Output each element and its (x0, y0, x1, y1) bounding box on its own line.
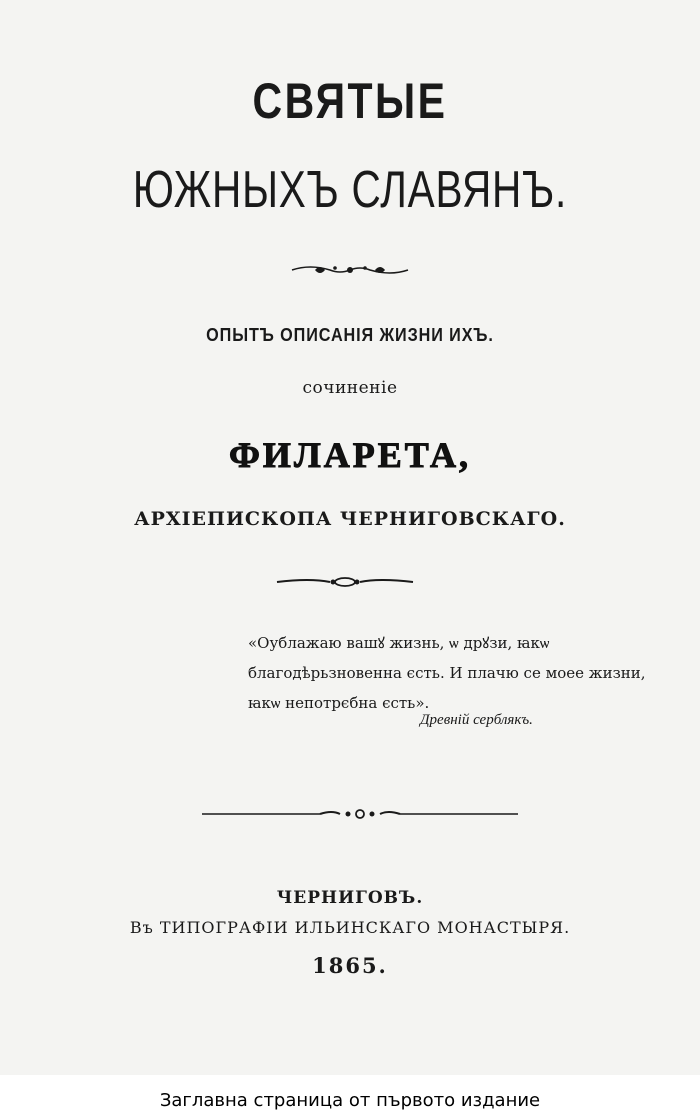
subtitle: ОПЫТЪ ОПИСАНІЯ ЖИЗНИ ИХЪ. (206, 325, 494, 345)
ornament-medium-divider (275, 574, 415, 590)
epigraph-line: «Оублажаю вашꙋ жизнь, ѡ дрꙋзи, ꙗкѡ (248, 634, 550, 652)
ornament-long-divider (200, 806, 520, 822)
imprint-city: ЧЕРНИГОВЪ. (276, 888, 424, 908)
epigraph (248, 628, 668, 718)
image-caption: Заглавна страница от първото издание (159, 1090, 541, 1111)
imprint-year: 1865. (312, 953, 388, 978)
author-rank: АРХІЕПИСКОПА ЧЕРНИГОВСКАГО. (134, 508, 566, 530)
author-name-text: ФИЛАРЕТА, (229, 435, 471, 475)
epigraph-attribution: Древній серблякъ. (420, 712, 533, 728)
imprint-press: Въ ТИПОГРАФІИ ИЛЬИНСКАГО МОНАСТЫРЯ. (129, 918, 571, 937)
ornament-small-divider (290, 262, 410, 278)
book-title-line-2: ЮЖНЫХЪ СЛАВЯНЪ. (132, 161, 568, 219)
book-title-line-1: СВЯТЫЕ (252, 73, 448, 129)
epigraph-line: ꙗкѡ непотрєбна єсть». (248, 694, 430, 712)
author-name (0, 434, 700, 476)
composition-label: сочиненіе (302, 378, 398, 398)
epigraph-line: благодѣрьзновенна єсть. И плачю се моее жизни, (248, 664, 646, 682)
